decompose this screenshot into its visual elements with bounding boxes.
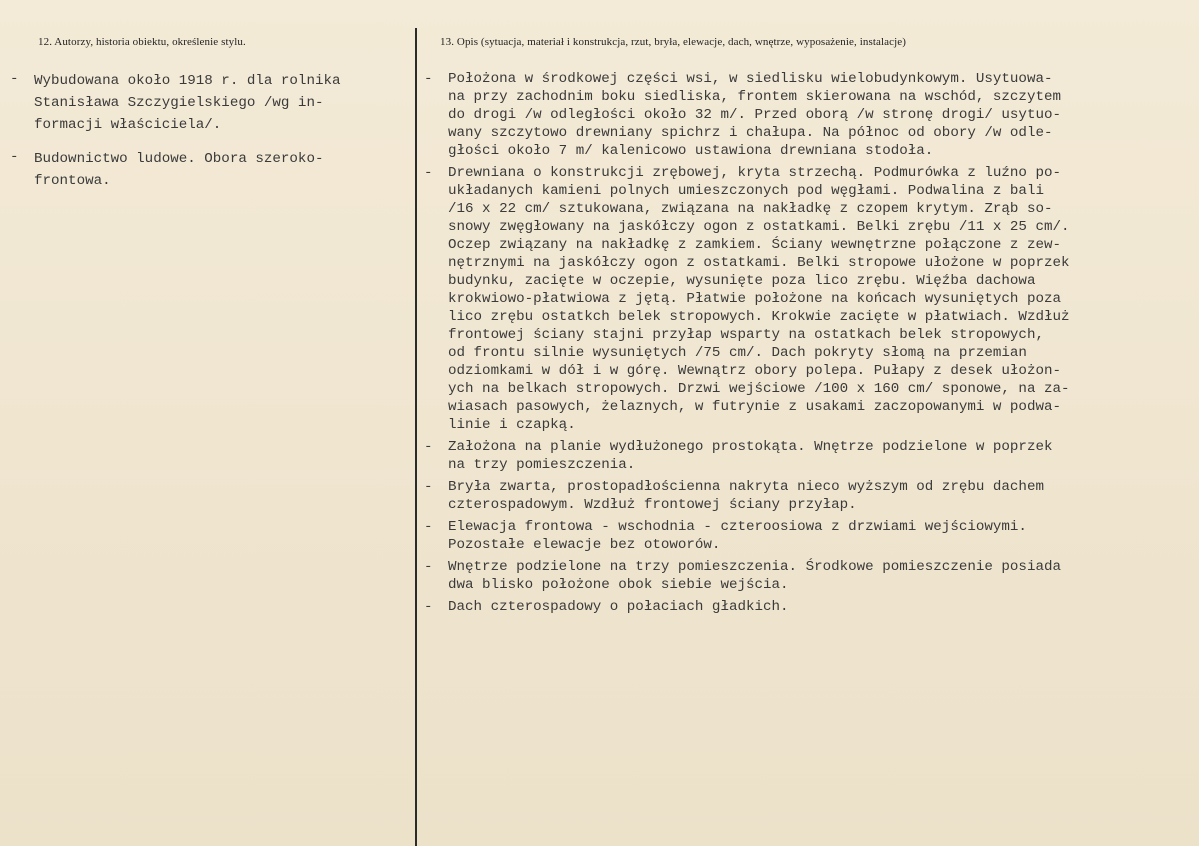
list-item xyxy=(424,164,1199,434)
text-line: Bryła zwarta, prostopadłościenna nakryta nieco wyższym od zrębu dachem xyxy=(448,479,1044,495)
text-line: od frontu silnie wysuniętych /75 cm/. Dach pokryty słomą na przemian xyxy=(448,345,1027,361)
entry-text xyxy=(448,518,1199,554)
entry-text xyxy=(448,478,1199,514)
list-item xyxy=(10,70,410,136)
text-line: czterospadowym. Wzdłuż frontowej ściany przyłap. xyxy=(448,497,857,513)
text-line: głości około 7 m/ kalenicowo ustawiona drewniana stodoła. xyxy=(448,143,934,159)
section-13-header: 13. Opis (sytuacja, materiał i konstrukcja, rzut, bryła, elewacje, dach, wnętrze, wyposażenie, instalacje) xyxy=(440,36,906,48)
text-line: budynku, zacięte w oczepie, wysunięte poza lico zrębu. Więźba dachowa xyxy=(448,273,1036,289)
text-line: na trzy pomieszczenia. xyxy=(448,457,636,473)
text-line: układanych kamieni polnych umieszczonych pod węgłami. Podwalina z bali xyxy=(448,183,1044,199)
text-line: frontowa. xyxy=(34,173,111,189)
text-line: Wybudowana około 1918 r. dla rolnika xyxy=(34,73,341,89)
text-line: Założona na planie wydłużonego prostokąta. Wnętrze podzielone w poprzek xyxy=(448,439,1053,455)
dash-bullet: - xyxy=(424,559,433,575)
text-line: formacji właściciela/. xyxy=(34,117,222,133)
text-line: Oczep związany na nakładkę z zamkiem. Ściany wewnętrzne połączone z zew- xyxy=(448,237,1061,253)
section-12-header: 12. Autorzy, historia obiektu, określenie stylu. xyxy=(38,36,246,48)
entry-text xyxy=(448,70,1199,160)
dash-bullet: - xyxy=(10,71,19,87)
description-column xyxy=(424,70,1199,620)
text-line: wiasach pasowych, żelaznych, w futrynie z usakami zaczopowanymi w podwa- xyxy=(448,399,1061,415)
text-line: Drewniana o konstrukcji zrębowej, kryta strzechą. Podmurówka z luźno po- xyxy=(448,165,1061,181)
text-line: ych na belkach stropowych. Drzwi wejściowe /100 x 160 cm/ sponowe, na za- xyxy=(448,381,1070,397)
list-item xyxy=(424,558,1199,594)
text-line: krokwiowo-płatwiowa z jętą. Płatwie położone na końcach wysuniętych poza xyxy=(448,291,1061,307)
text-line: do drogi /w odległości około 32 m/. Przed oborą /w stronę drogi/ usytuo- xyxy=(448,107,1061,123)
entry-text xyxy=(34,70,410,136)
entry-text xyxy=(448,598,1199,616)
entry-text xyxy=(448,438,1199,474)
entry-text xyxy=(34,148,410,192)
list-item xyxy=(424,70,1199,160)
text-line: snowy zwęgłowany na jaskółczy ogon z ostatkami. Belki zrębu /11 x 25 cm/. xyxy=(448,219,1070,235)
dash-bullet: - xyxy=(424,439,433,455)
dash-bullet: - xyxy=(424,71,433,87)
text-line: lico zrębu ostatkch belek stropowych. Krokwie zacięte w płatwiach. Wzdłuż xyxy=(448,309,1070,325)
text-line: linie i czapką. xyxy=(448,417,576,433)
text-line: Położona w środkowej części wsi, w siedlisku wielobudynkowym. Usytuowa- xyxy=(448,71,1053,87)
text-line: na przy zachodnim boku siedliska, frontem skierowana na wschód, szczytem xyxy=(448,89,1061,105)
list-item xyxy=(424,598,1199,616)
dash-bullet: - xyxy=(424,165,433,181)
text-line: nętrznymi na jaskółczy ogon z ostatkami. Belki stropowe ułożone w poprzek xyxy=(448,255,1070,271)
text-line: Wnętrze podzielone na trzy pomieszczenia. Środkowe pomieszczenie posiada xyxy=(448,559,1061,575)
text-line: Budownictwo ludowe. Obora szeroko- xyxy=(34,151,324,167)
dash-bullet: - xyxy=(424,519,433,535)
dash-bullet: - xyxy=(10,149,19,165)
text-line: Stanisława Szczygielskiego /wg in- xyxy=(34,95,324,111)
list-item xyxy=(10,148,410,192)
dash-bullet: - xyxy=(424,599,433,615)
text-line: Dach czterospadowy o połaciach gładkich. xyxy=(448,599,789,615)
entry-text xyxy=(448,164,1199,434)
column-divider xyxy=(415,28,417,846)
text-line: wany szczytowo drewniany spichrz i chałupa. Na północ od obory /w odle- xyxy=(448,125,1053,141)
list-item xyxy=(424,438,1199,474)
text-line: Elewacja frontowa - wschodnia - czteroosiowa z drzwiami wejściowymi. xyxy=(448,519,1027,535)
text-line: dwa blisko położone obok siebie wejścia. xyxy=(448,577,789,593)
history-column xyxy=(10,70,410,204)
entry-text xyxy=(448,558,1199,594)
text-line: odziomkami w dół i w górę. Wewnątrz obory polepa. Pułapy z desek ułożon- xyxy=(448,363,1061,379)
dash-bullet: - xyxy=(424,479,433,495)
text-line: Pozostałe elewacje bez otoworów. xyxy=(448,537,721,553)
text-line: frontowej ściany stajni przyłap wsparty na ostatkach belek stropowych, xyxy=(448,327,1044,343)
list-item xyxy=(424,478,1199,514)
list-item xyxy=(424,518,1199,554)
text-line: /16 x 22 cm/ sztukowana, związana na nakładkę z czopem krytym. Zrąb so- xyxy=(448,201,1053,217)
